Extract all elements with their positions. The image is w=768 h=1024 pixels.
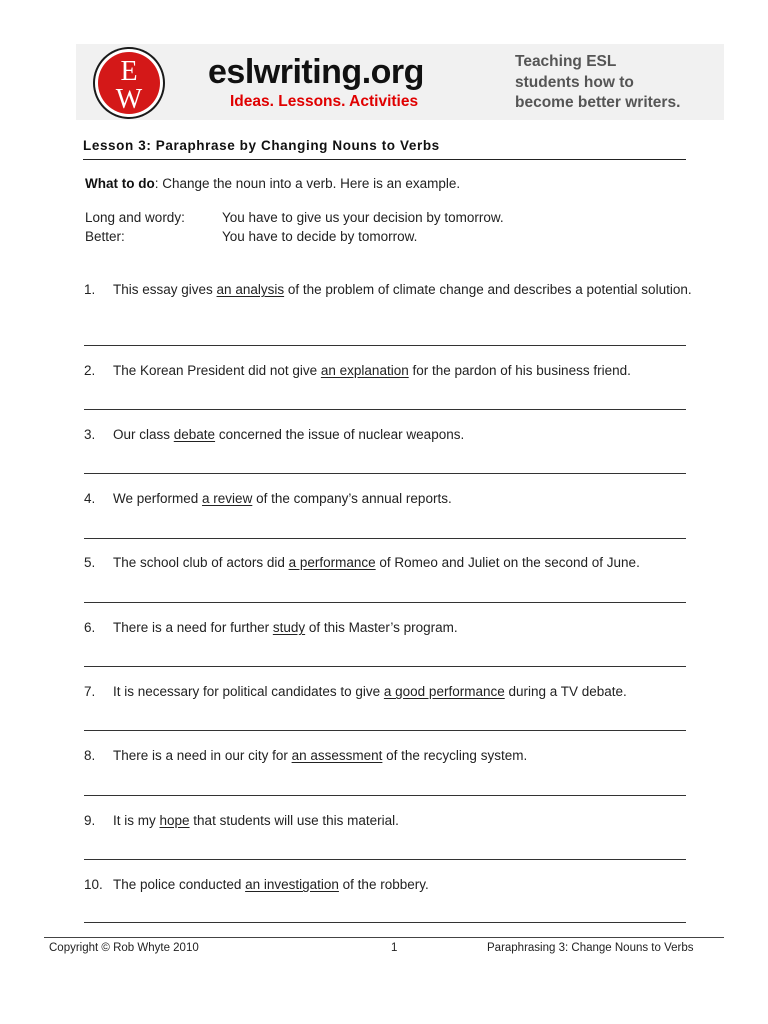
target-noun: an analysis <box>216 282 285 297</box>
item-number: 10. <box>84 877 103 892</box>
blurb-line: students how to <box>515 73 634 91</box>
item-text-before: Our class <box>113 427 174 442</box>
blurb-line: Teaching ESL <box>515 53 617 70</box>
item-text <box>113 554 723 571</box>
item-text-after: during a TV debate. <box>504 684 627 699</box>
answer-line[interactable] <box>84 538 686 539</box>
item-text <box>113 281 723 298</box>
answer-line[interactable] <box>84 666 686 667</box>
answer-line[interactable] <box>84 473 686 474</box>
target-noun: an assessment <box>291 748 383 763</box>
example-row <box>85 229 417 244</box>
item-text-before: The school club of actors did <box>113 555 289 570</box>
item-number: 8. <box>84 748 96 763</box>
item-text-before: This essay gives <box>113 282 217 297</box>
example-label: Better: <box>85 229 125 244</box>
item-text <box>113 490 723 507</box>
example-row <box>85 210 504 225</box>
example-text: You have to give us your decision by tomorrow. <box>222 210 504 225</box>
target-noun: study <box>272 620 306 635</box>
site-tagline: Ideas. Lessons. Activities <box>230 93 419 110</box>
item-text-before: We performed <box>113 491 203 506</box>
item-text-after: that students will use this material. <box>189 813 399 828</box>
item-text-before: It is necessary for political candidates to give <box>113 684 384 699</box>
instruction-text: : Change the noun into a verb. Here is an example. <box>154 176 461 191</box>
header-blurb <box>515 52 715 114</box>
eslwriting-logo <box>92 46 166 120</box>
item-text-before: There is a need for further <box>113 620 273 635</box>
item-text <box>113 812 723 829</box>
item-text-after: concerned the issue of nuclear weapons. <box>215 427 465 442</box>
item-text <box>113 876 723 893</box>
target-noun: an explanation <box>320 363 409 378</box>
item-text-after: of the company’s annual reports. <box>252 491 452 506</box>
item-text-after: of this Master’s program. <box>305 620 458 635</box>
target-noun: a performance <box>288 555 376 570</box>
svg-text:W: W <box>115 84 143 115</box>
site-name: eslwriting.org <box>208 53 424 91</box>
answer-line[interactable] <box>84 859 686 860</box>
answer-line[interactable] <box>84 409 686 410</box>
item-text-after: for the pardon of his business friend. <box>408 363 631 378</box>
lesson-title: Lesson 3: Paraphrase by Changing Nouns to Verbs <box>83 138 440 153</box>
item-text <box>113 747 723 764</box>
answer-line[interactable] <box>84 345 686 346</box>
answer-line[interactable] <box>84 922 686 923</box>
item-number: 7. <box>84 684 96 699</box>
target-noun: a good performance <box>383 684 505 699</box>
item-number: 2. <box>84 363 96 378</box>
item-text-after: of the recycling system. <box>382 748 528 763</box>
item-text-after: of the robbery. <box>338 877 429 892</box>
title-divider <box>83 159 686 160</box>
instruction-label: What to do <box>85 176 155 191</box>
target-noun: debate <box>173 427 216 442</box>
item-number: 6. <box>84 620 96 635</box>
footer-page-number: 1 <box>391 942 398 954</box>
item-text-after: of the problem of climate change and describes a potential solution. <box>284 282 692 297</box>
item-text <box>113 619 723 636</box>
instructions <box>85 176 460 191</box>
item-text-before: It is my <box>113 813 160 828</box>
example-text: You have to decide by tomorrow. <box>222 229 418 244</box>
item-text <box>113 683 723 700</box>
item-number: 1. <box>84 282 96 297</box>
item-text-before: The Korean President did not give <box>113 363 321 378</box>
item-number: 3. <box>84 427 96 442</box>
answer-line[interactable] <box>84 795 686 796</box>
item-text <box>113 426 723 443</box>
footer-copyright: Copyright © Rob Whyte 2010 <box>49 942 199 954</box>
item-text-before: The police conducted <box>113 877 246 892</box>
blurb-line: become better writers. <box>515 94 681 111</box>
target-noun: a review <box>202 491 253 506</box>
item-number: 9. <box>84 813 96 828</box>
exercise-item <box>84 281 724 315</box>
target-noun: an investigation <box>245 877 339 892</box>
item-text-before: There is a need in our city for <box>113 748 292 763</box>
svg-text:E: E <box>120 56 138 87</box>
footer-title: Paraphrasing 3: Change Nouns to Verbs <box>487 942 694 954</box>
target-noun: hope <box>159 813 190 828</box>
answer-line[interactable] <box>84 602 686 603</box>
example-label: Long and wordy: <box>85 210 185 225</box>
item-text <box>113 362 723 379</box>
footer-divider <box>44 937 724 938</box>
item-number: 5. <box>84 555 96 570</box>
answer-line[interactable] <box>84 730 686 731</box>
item-text-after: of Romeo and Juliet on the second of June. <box>375 555 640 570</box>
item-number: 4. <box>84 491 96 506</box>
